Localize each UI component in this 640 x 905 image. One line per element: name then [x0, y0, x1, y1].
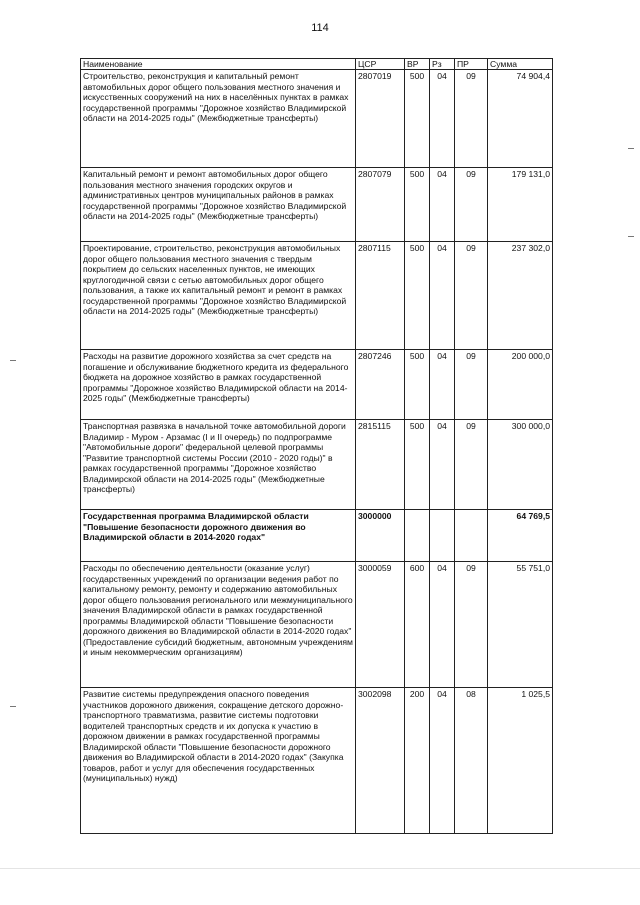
- row-rz: 04: [430, 350, 455, 420]
- row-rz: 04: [430, 70, 455, 168]
- row-pr: 09: [455, 420, 488, 510]
- table-row: [81, 562, 553, 688]
- row-sum: 200 000,0: [488, 350, 553, 420]
- row-rz: [430, 510, 455, 562]
- row-pr: 08: [455, 688, 488, 834]
- row-rz: 04: [430, 168, 455, 242]
- budget-table: [80, 58, 553, 834]
- column-header-csr: ЦСР: [356, 59, 405, 70]
- row-name: Развитие системы предупреждения опасного поведения участников дорожного движения, сокращение детского дорожно-транспортного травматизма, развитие системы подготовки водителей транспортных средств и их допуска к участию в дорожном движении в рамках государственной программы Владимирской области "Повышение безопасности дорожного движения во Владимирской области в 2014-2020 годах" (Закупка товаров, работ и услуг для обеспечения государственных (муниципальных) нужд): [81, 688, 356, 834]
- table-row: [81, 688, 553, 834]
- row-pr: 09: [455, 242, 488, 350]
- row-vr: 500: [405, 168, 430, 242]
- margin-scan-mark: [10, 706, 16, 707]
- table-row: [81, 420, 553, 510]
- table-header-row: [81, 59, 553, 70]
- row-sum: 300 000,0: [488, 420, 553, 510]
- row-rz: 04: [430, 688, 455, 834]
- row-name: Строительство, реконструкция и капитальный ремонт автомобильных дорог общего пользования местного значения и искусственных сооружений на них в населённых пунктах в рамках государственной программы "Дорожное хозяйство Владимирской области на 2014-2025 годы" (Межбюджетные трансферты): [81, 70, 356, 168]
- row-pr: 09: [455, 70, 488, 168]
- row-rz: 04: [430, 562, 455, 688]
- row-vr: 200: [405, 688, 430, 834]
- row-name: Расходы на развитие дорожного хозяйства за счет средств на погашение и обслуживание бюджетного кредита из федерального бюджета на дорожное хозяйство в рамках государственной программы "Дорожное хозяйство Владимирской области на 2014-2025 годы" (Межбюджетные трансферты): [81, 350, 356, 420]
- row-csr: 3002098: [356, 688, 405, 834]
- row-pr: 09: [455, 168, 488, 242]
- row-csr: 3000059: [356, 562, 405, 688]
- row-csr: 2807246: [356, 350, 405, 420]
- row-sum: 1 025,5: [488, 688, 553, 834]
- scan-fold-line: [0, 868, 640, 869]
- margin-scan-mark: [10, 360, 16, 361]
- column-header-sum: Сумма: [488, 59, 553, 70]
- margin-scan-mark: [628, 148, 634, 149]
- row-vr: 500: [405, 350, 430, 420]
- row-name: Расходы по обеспечению деятельности (оказание услуг) государственных учреждений по организации ведения работ по капитальному ремонту, ремонту и содержанию автомобильных дорог общего пользования регионального или межмуниципального значения Владимирской области в рамках государственной программы Владимирской области "Повышение безопасности дорожного движения во Владимирской области в 2014-2020 годах" (Предоставление субсидий бюджетным, автономным учреждениям и иным некоммерческим организациям): [81, 562, 356, 688]
- row-csr: 2815115: [356, 420, 405, 510]
- table-row: [81, 510, 553, 562]
- row-vr: 600: [405, 562, 430, 688]
- row-rz: 04: [430, 242, 455, 350]
- row-csr: 2807115: [356, 242, 405, 350]
- row-vr: 500: [405, 242, 430, 350]
- table-row: [81, 70, 553, 168]
- table-row: [81, 242, 553, 350]
- row-pr: 09: [455, 350, 488, 420]
- row-pr: [455, 510, 488, 562]
- column-header-rz: Рз: [430, 59, 455, 70]
- row-csr: 2807079: [356, 168, 405, 242]
- row-csr: 3000000: [356, 510, 405, 562]
- table-row: [81, 168, 553, 242]
- page-number: 114: [311, 22, 329, 34]
- row-name: Капитальный ремонт и ремонт автомобильных дорог общего пользования местного значения городских округов и административных центров муниципальных районов в рамках государственной программы "Дорожное хозяйство Владимирской области на 2014-2025 годы" (Межбюджетные трансферты): [81, 168, 356, 242]
- row-sum: 237 302,0: [488, 242, 553, 350]
- column-header-name: Наименование: [81, 59, 356, 70]
- row-name: Транспортная развязка в начальной точке автомобильной дороги Владимир - Муром - Арзамас (I и II очередь) по подпрограмме "Автомобильные дороги" федеральной целевой программы "Развитие транспортной системы России (2010 - 2020 годы)" в рамках государственной программы "Дорожное хозяйство Владимирской области на 2014-2025 годы" (Межбюджетные трансферты): [81, 420, 356, 510]
- column-header-pr: ПР: [455, 59, 488, 70]
- row-rz: 04: [430, 420, 455, 510]
- table-row: [81, 350, 553, 420]
- row-pr: 09: [455, 562, 488, 688]
- row-vr: [405, 510, 430, 562]
- column-header-vr: ВР: [405, 59, 430, 70]
- row-sum: 64 769,5: [488, 510, 553, 562]
- row-vr: 500: [405, 420, 430, 510]
- row-name: Проектирование, строительство, реконструкция автомобильных дорог общего пользования местного значения с твердым покрытием до сельских населенных пунктов, не имеющих круглогодичной связи с сетью автомобильных дорог общего пользования, а также их капитальный ремонт и ремонт в рамках государственной программы "Дорожное хозяйство Владимирской области на 2014-2025 годы" (Межбюджетные трансферты): [81, 242, 356, 350]
- row-vr: 500: [405, 70, 430, 168]
- row-sum: 55 751,0: [488, 562, 553, 688]
- row-csr: 2807019: [356, 70, 405, 168]
- row-sum: 74 904,4: [488, 70, 553, 168]
- row-name: Государственная программа Владимирской области "Повышение безопасности дорожного движения во Владимирской области в 2014-2020 годах": [81, 510, 356, 562]
- row-sum: 179 131,0: [488, 168, 553, 242]
- margin-scan-mark: [628, 236, 634, 237]
